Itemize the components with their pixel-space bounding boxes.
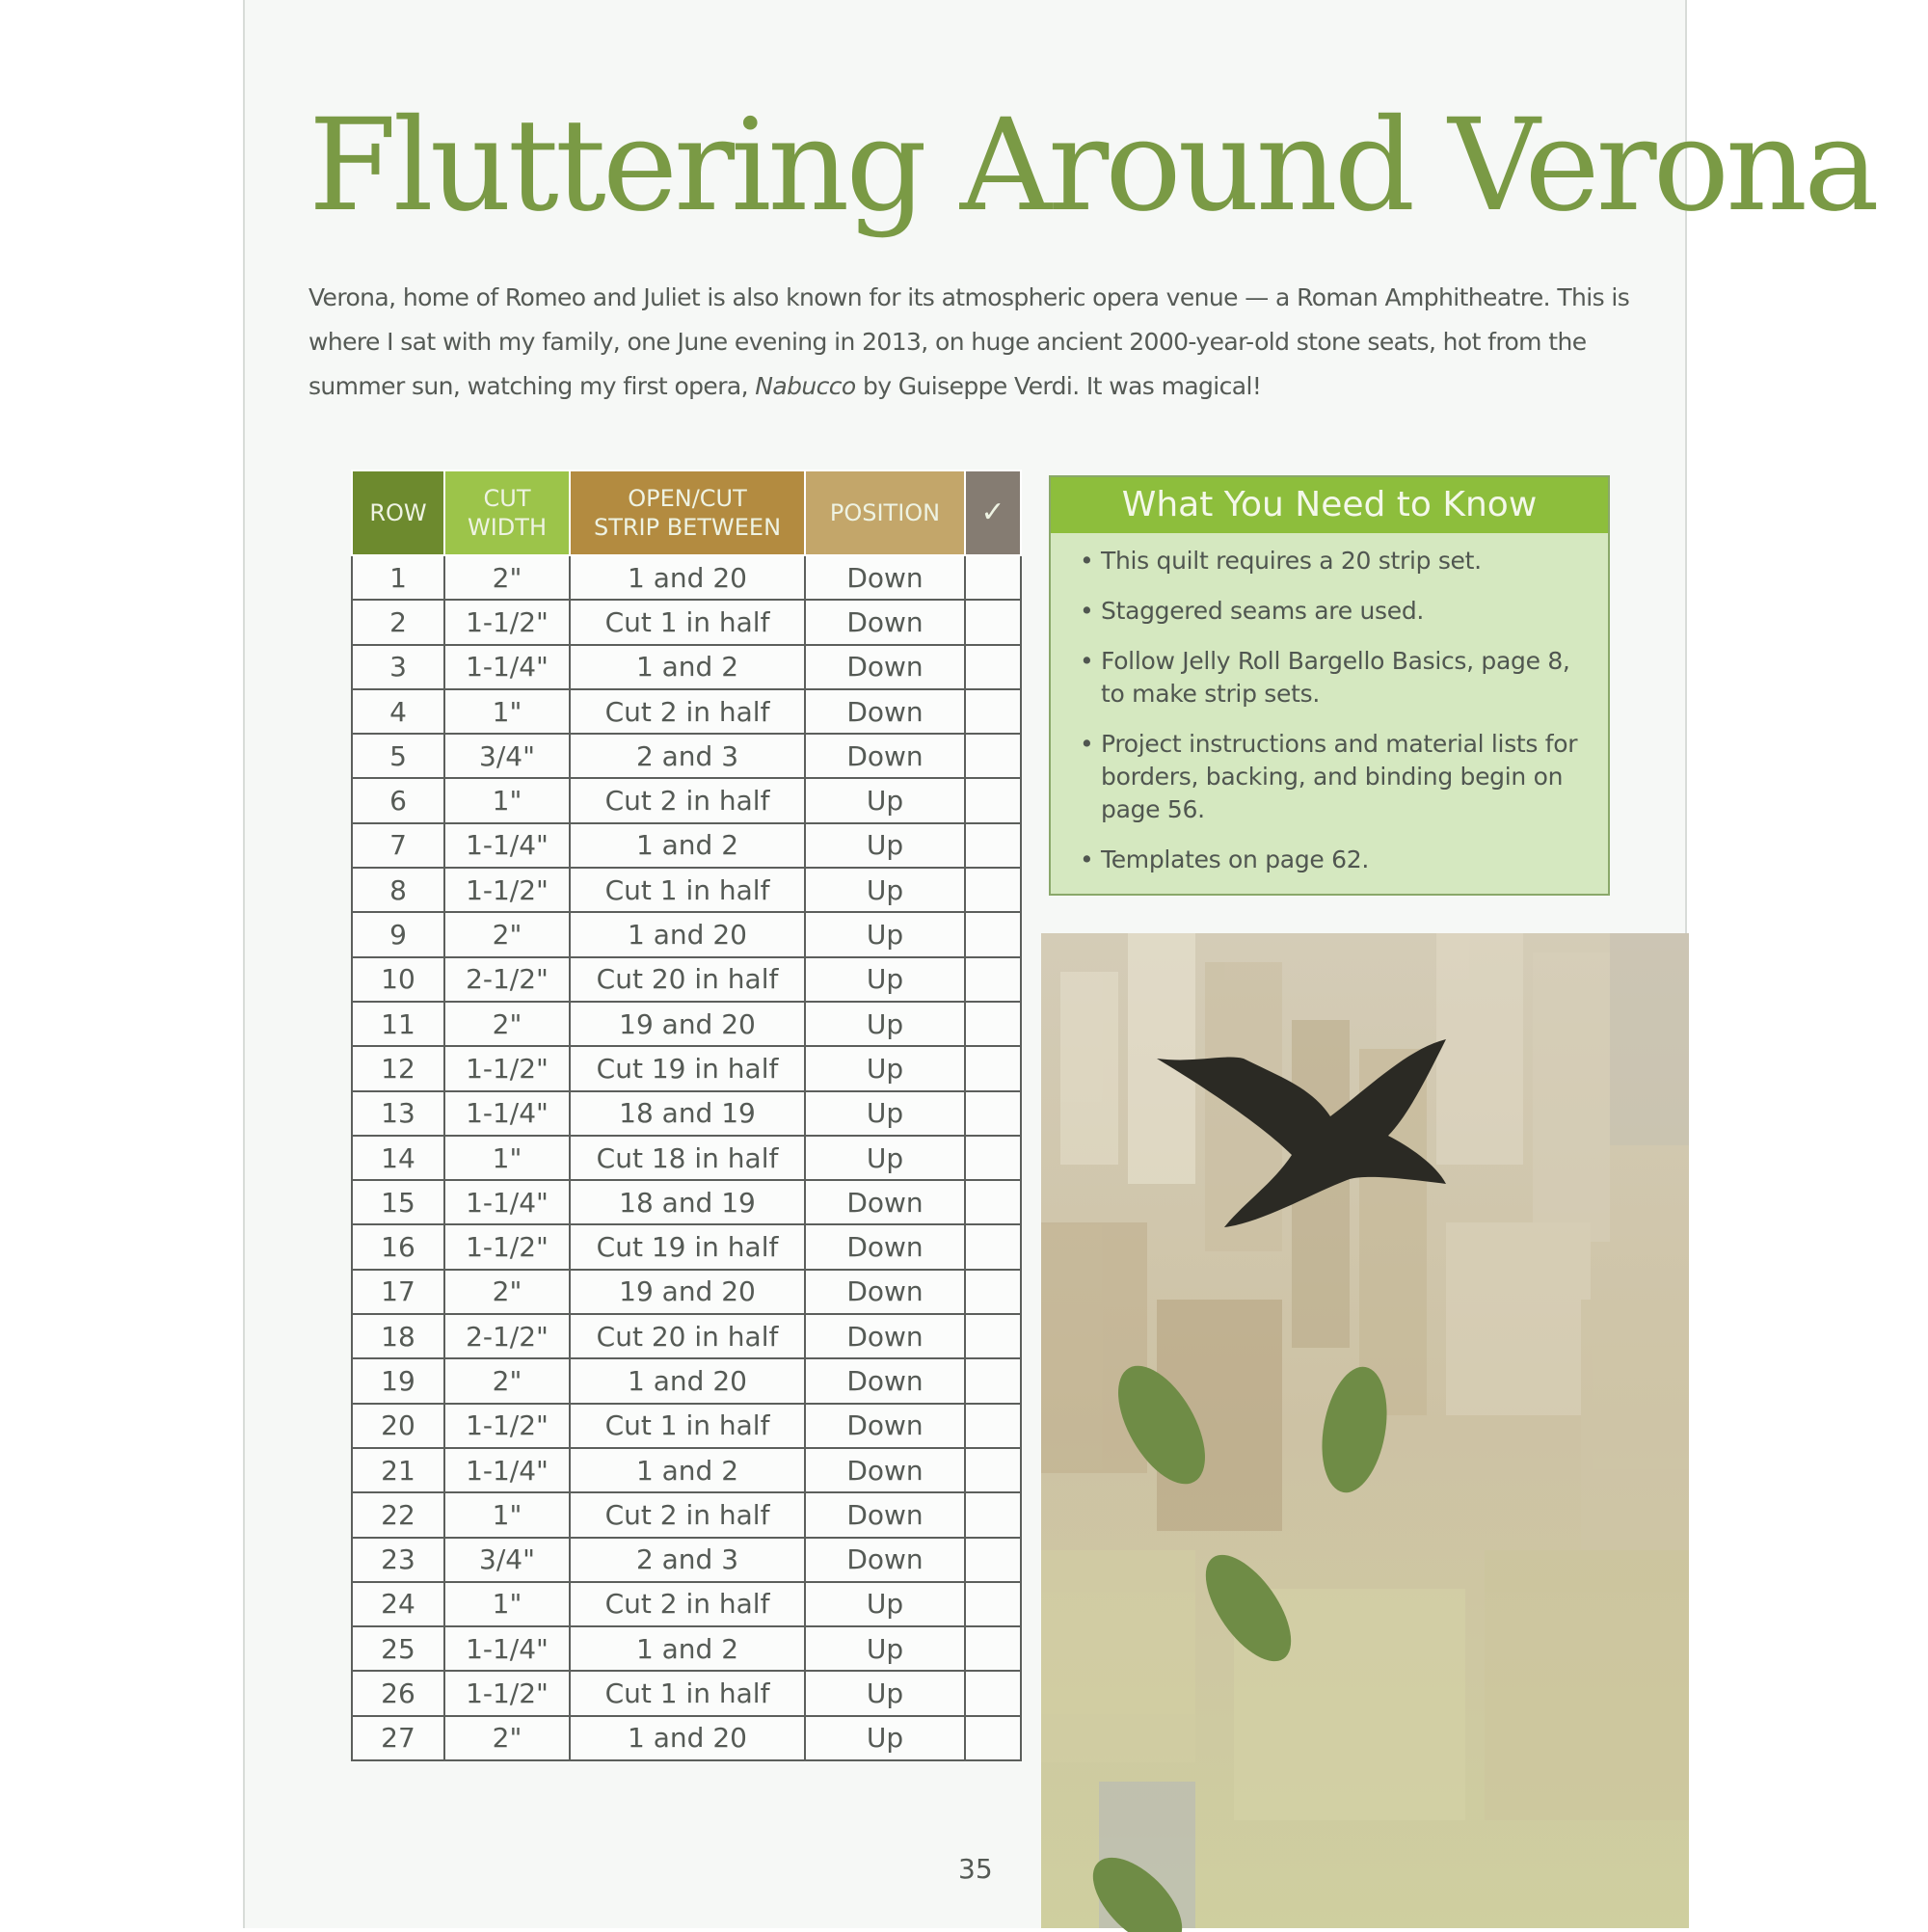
- check-cell[interactable]: [965, 1626, 1021, 1671]
- check-cell[interactable]: [965, 1224, 1021, 1269]
- table-row: [352, 868, 1021, 912]
- row-number-cell: 19: [352, 1358, 444, 1403]
- page-number: 35: [958, 1853, 993, 1885]
- check-cell[interactable]: [965, 1582, 1021, 1626]
- check-cell[interactable]: [965, 912, 1021, 956]
- cut-width-cell: 1-1/2": [444, 1671, 570, 1715]
- cut-width-cell: 1": [444, 1136, 570, 1180]
- cut-width-cell: 1": [444, 1492, 570, 1537]
- row-number-cell: 3: [352, 645, 444, 689]
- position-cell: Up: [805, 1582, 965, 1626]
- table-row: [352, 1270, 1021, 1314]
- cut-width-cell: 1": [444, 689, 570, 734]
- row-number-cell: 8: [352, 868, 444, 912]
- row-number-cell: 5: [352, 734, 444, 778]
- table-row: [352, 1448, 1021, 1492]
- open-cut-cell: 18 and 19: [570, 1091, 805, 1136]
- row-number-cell: 23: [352, 1538, 444, 1582]
- need-item: • Follow Jelly Roll Bargello Basics, page 8, to make strip sets.: [1080, 645, 1589, 711]
- row-number-cell: 16: [352, 1224, 444, 1269]
- intro-text: Verona, home of Romeo and Juliet is also known for its atmospheric opera venue — a Roman Amphitheatre. This is where I sat with my family, one June evening in 2013, on huge ancient 2000-year-old stone seats, hot from the summer sun, watching my first opera,: [308, 283, 1630, 400]
- need-list: [1051, 533, 1608, 876]
- cut-width-cell: 1-1/4": [444, 1180, 570, 1224]
- cut-width-cell: 1": [444, 1582, 570, 1626]
- open-cut-cell: Cut 18 in half: [570, 1136, 805, 1180]
- open-cut-cell: Cut 1 in half: [570, 1671, 805, 1715]
- open-cut-cell: 2 and 3: [570, 1538, 805, 1582]
- cut-width-cell: 1-1/4": [444, 823, 570, 868]
- quilt-photo: [1041, 933, 1689, 1928]
- cut-width-cell: 1-1/2": [444, 1404, 570, 1448]
- check-cell[interactable]: [965, 823, 1021, 868]
- open-cut-cell: 1 and 2: [570, 1448, 805, 1492]
- position-cell: Up: [805, 1671, 965, 1715]
- need-item: • Templates on page 62.: [1080, 844, 1589, 876]
- open-cut-cell: 1 and 2: [570, 1626, 805, 1671]
- row-number-cell: 1: [352, 555, 444, 600]
- table-row: [352, 600, 1021, 644]
- row-number-cell: 21: [352, 1448, 444, 1492]
- check-cell[interactable]: [965, 1180, 1021, 1224]
- check-cell[interactable]: [965, 689, 1021, 734]
- need-item: • Project instructions and material lists for borders, backing, and binding begin on page 56.: [1080, 728, 1589, 826]
- open-cut-cell: Cut 1 in half: [570, 600, 805, 644]
- row-number-cell: 17: [352, 1270, 444, 1314]
- row-number-cell: 11: [352, 1002, 444, 1046]
- header-cut-line2: WIDTH: [468, 514, 547, 541]
- table-row: [352, 1180, 1021, 1224]
- row-number-cell: 22: [352, 1492, 444, 1537]
- header-open-cut: [570, 470, 805, 555]
- row-number-cell: 26: [352, 1671, 444, 1715]
- cut-width-cell: 2": [444, 1002, 570, 1046]
- cut-width-cell: 2": [444, 1358, 570, 1403]
- table-row: [352, 957, 1021, 1002]
- position-cell: Down: [805, 600, 965, 644]
- open-cut-cell: Cut 2 in half: [570, 1582, 805, 1626]
- position-cell: Up: [805, 957, 965, 1002]
- row-number-cell: 13: [352, 1091, 444, 1136]
- check-cell[interactable]: [965, 1270, 1021, 1314]
- need-item: • Staggered seams are used.: [1080, 595, 1589, 628]
- check-cell[interactable]: [965, 1716, 1021, 1760]
- position-cell: Up: [805, 1626, 965, 1671]
- header-row: ROW: [352, 470, 444, 555]
- position-cell: Down: [805, 1448, 965, 1492]
- row-number-cell: 14: [352, 1136, 444, 1180]
- table-row: [352, 1046, 1021, 1090]
- table-row: [352, 1716, 1021, 1760]
- table-row: [352, 1492, 1021, 1537]
- position-cell: Down: [805, 1314, 965, 1358]
- position-cell: Up: [805, 1046, 965, 1090]
- open-cut-cell: 2 and 3: [570, 734, 805, 778]
- cut-width-cell: 2": [444, 1716, 570, 1760]
- position-cell: Up: [805, 778, 965, 822]
- open-cut-cell: Cut 19 in half: [570, 1046, 805, 1090]
- cut-width-cell: 1-1/2": [444, 1046, 570, 1090]
- check-cell[interactable]: [965, 1404, 1021, 1448]
- position-cell: Up: [805, 912, 965, 956]
- position-cell: Up: [805, 1136, 965, 1180]
- position-cell: Down: [805, 1180, 965, 1224]
- row-number-cell: 12: [352, 1046, 444, 1090]
- open-cut-cell: Cut 20 in half: [570, 957, 805, 1002]
- cutting-table: [351, 470, 1022, 1761]
- intro-paragraph: [308, 276, 1639, 409]
- position-cell: Up: [805, 868, 965, 912]
- cut-width-cell: 1-1/4": [444, 1091, 570, 1136]
- table-row: [352, 1538, 1021, 1582]
- check-cell[interactable]: [965, 1136, 1021, 1180]
- cut-width-cell: 1-1/2": [444, 868, 570, 912]
- position-cell: Up: [805, 1091, 965, 1136]
- need-item: • This quilt requires a 20 strip set.: [1080, 545, 1589, 577]
- open-cut-cell: 1 and 2: [570, 823, 805, 868]
- open-cut-cell: 19 and 20: [570, 1002, 805, 1046]
- position-cell: Up: [805, 1716, 965, 1760]
- table-row: [352, 1671, 1021, 1715]
- check-cell[interactable]: [965, 1358, 1021, 1403]
- check-cell[interactable]: [965, 1492, 1021, 1537]
- table-row: [352, 1314, 1021, 1358]
- row-number-cell: 24: [352, 1582, 444, 1626]
- check-cell[interactable]: [965, 1046, 1021, 1090]
- row-number-cell: 18: [352, 1314, 444, 1358]
- check-cell[interactable]: [965, 868, 1021, 912]
- check-cell[interactable]: [965, 600, 1021, 644]
- header-open-line2: STRIP BETWEEN: [593, 514, 782, 541]
- open-cut-cell: 18 and 19: [570, 1180, 805, 1224]
- position-cell: Down: [805, 1492, 965, 1537]
- open-cut-cell: Cut 2 in half: [570, 689, 805, 734]
- open-cut-cell: 19 and 20: [570, 1270, 805, 1314]
- open-cut-cell: Cut 1 in half: [570, 1404, 805, 1448]
- row-number-cell: 9: [352, 912, 444, 956]
- table-row: [352, 1136, 1021, 1180]
- open-cut-cell: Cut 2 in half: [570, 1492, 805, 1537]
- open-cut-cell: Cut 19 in half: [570, 1224, 805, 1269]
- table-row: [352, 1582, 1021, 1626]
- check-cell[interactable]: [965, 957, 1021, 1002]
- header-open-line1: OPEN/CUT: [628, 485, 747, 512]
- table-row: [352, 912, 1021, 956]
- check-cell[interactable]: [965, 1002, 1021, 1046]
- cut-width-cell: 2": [444, 555, 570, 600]
- position-cell: Down: [805, 689, 965, 734]
- table-header-row: [352, 470, 1021, 555]
- cut-width-cell: 2": [444, 912, 570, 956]
- table-row: [352, 1002, 1021, 1046]
- position-cell: Down: [805, 555, 965, 600]
- cut-width-cell: 3/4": [444, 1538, 570, 1582]
- position-cell: Down: [805, 1358, 965, 1403]
- cut-width-cell: 1-1/4": [444, 1448, 570, 1492]
- check-cell[interactable]: [965, 1671, 1021, 1715]
- table-row: [352, 734, 1021, 778]
- open-cut-cell: Cut 2 in half: [570, 778, 805, 822]
- header-cut-width: [444, 470, 570, 555]
- table-row: [352, 823, 1021, 868]
- row-number-cell: 7: [352, 823, 444, 868]
- row-number-cell: 6: [352, 778, 444, 822]
- book-page: [243, 0, 1876, 1928]
- table-row: [352, 1091, 1021, 1136]
- row-number-cell: 25: [352, 1626, 444, 1671]
- intro-text-end: by Guiseppe Verdi. It was magical!: [855, 372, 1262, 400]
- what-you-need-title: What You Need to Know: [1051, 477, 1608, 533]
- table-row: [352, 689, 1021, 734]
- quilt-illustration: [1041, 933, 1689, 1928]
- table-row: [352, 555, 1021, 600]
- cut-width-cell: 2-1/2": [444, 1314, 570, 1358]
- open-cut-cell: 1 and 20: [570, 555, 805, 600]
- position-cell: Down: [805, 1224, 965, 1269]
- header-cut-line1: CUT: [483, 485, 531, 512]
- cut-width-cell: 1-1/4": [444, 1626, 570, 1671]
- row-number-cell: 20: [352, 1404, 444, 1448]
- opera-title: Nabucco: [755, 372, 856, 400]
- check-cell[interactable]: [965, 645, 1021, 689]
- row-number-cell: 10: [352, 957, 444, 1002]
- position-cell: Down: [805, 1270, 965, 1314]
- check-cell[interactable]: [965, 1538, 1021, 1582]
- open-cut-cell: Cut 1 in half: [570, 868, 805, 912]
- table-row: [352, 1404, 1021, 1448]
- check-cell[interactable]: [965, 778, 1021, 822]
- what-you-need-box: [1049, 475, 1610, 896]
- table-body: [352, 555, 1021, 1760]
- row-number-cell: 4: [352, 689, 444, 734]
- position-cell: Down: [805, 645, 965, 689]
- open-cut-cell: 1 and 20: [570, 1358, 805, 1403]
- table-row: [352, 1224, 1021, 1269]
- cut-width-cell: 1-1/4": [444, 645, 570, 689]
- cut-width-cell: 1-1/2": [444, 1224, 570, 1269]
- check-cell[interactable]: [965, 1314, 1021, 1358]
- table-row: [352, 778, 1021, 822]
- row-number-cell: 15: [352, 1180, 444, 1224]
- cut-width-cell: 1": [444, 778, 570, 822]
- row-number-cell: 27: [352, 1716, 444, 1760]
- check-cell[interactable]: [965, 1091, 1021, 1136]
- page-title: Fluttering Around Verona: [308, 92, 1876, 240]
- position-cell: Down: [805, 1404, 965, 1448]
- cut-width-cell: 2-1/2": [444, 957, 570, 1002]
- header-position: POSITION: [805, 470, 965, 555]
- table-row: [352, 1626, 1021, 1671]
- header-check: ✓: [965, 470, 1021, 555]
- check-cell[interactable]: [965, 734, 1021, 778]
- open-cut-cell: 1 and 2: [570, 645, 805, 689]
- row-number-cell: 2: [352, 600, 444, 644]
- cut-width-cell: 1-1/2": [444, 600, 570, 644]
- open-cut-cell: 1 and 20: [570, 1716, 805, 1760]
- cut-width-cell: 2": [444, 1270, 570, 1314]
- position-cell: Up: [805, 1002, 965, 1046]
- check-cell[interactable]: [965, 555, 1021, 600]
- open-cut-cell: Cut 20 in half: [570, 1314, 805, 1358]
- check-cell[interactable]: [965, 1448, 1021, 1492]
- open-cut-cell: 1 and 20: [570, 912, 805, 956]
- table-row: [352, 645, 1021, 689]
- table-row: [352, 1358, 1021, 1403]
- cut-width-cell: 3/4": [444, 734, 570, 778]
- position-cell: Down: [805, 1538, 965, 1582]
- position-cell: Down: [805, 734, 965, 778]
- position-cell: Up: [805, 823, 965, 868]
